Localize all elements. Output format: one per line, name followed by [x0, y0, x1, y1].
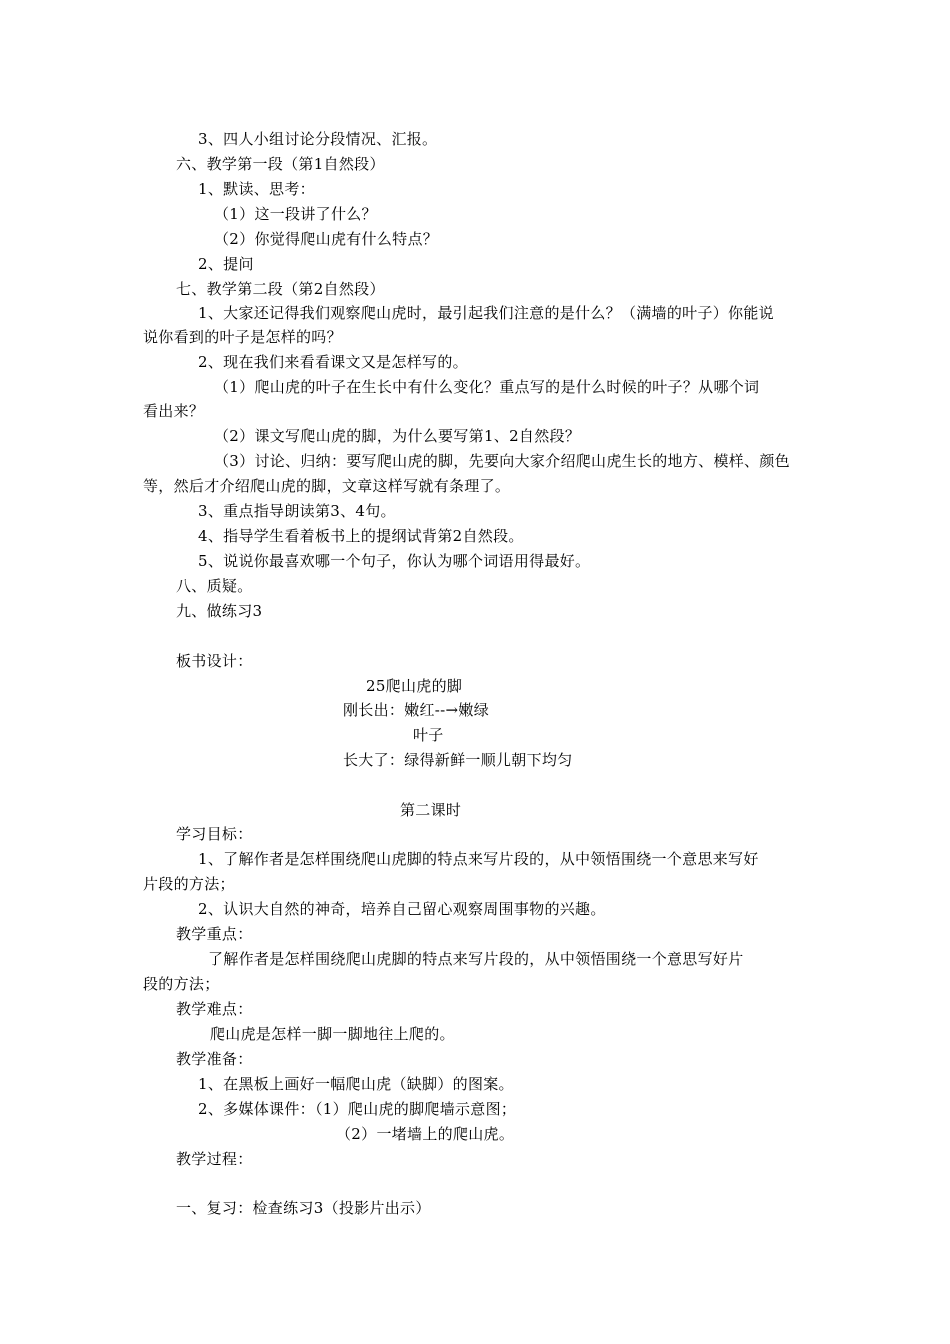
text-line-16: 3、重点指导朗读第3、4句。 [198, 502, 396, 520]
text-line-13: （2）课文写爬山虎的脚，为什么要写第1、2自然段？ [214, 427, 581, 445]
board-design-label: 板书设计： [176, 652, 253, 670]
text-line-14: （3）讨论、归纳：要写爬山虎的脚，先要向大家介绍爬山虎生长的地方、模样、颜色 [214, 452, 790, 470]
text-line-1: 3、四人小组讨论分段情况、汇报。 [198, 130, 438, 148]
text-line-33: 段的方法； [143, 975, 220, 993]
section-heading-9: 九、做练习3 [176, 602, 263, 620]
text-line-18: 5、说说你最喜欢哪一个句子，你认为哪个词语用得最好。 [198, 552, 591, 570]
text-line-6: 2、提问 [198, 255, 254, 273]
text-line-3: 1、默读、思考： [198, 180, 315, 198]
text-line-17: 4、指导学生看着板书上的提纲试背第2自然段。 [198, 527, 524, 545]
board-line-3: 长大了：绿得新鲜一顺儿朝下均匀 [343, 751, 573, 769]
text-line-9: 说你看到的叶子是怎样的吗？ [143, 328, 342, 346]
section-heading-6: 六、教学第一段（第1自然段） [176, 155, 385, 173]
text-line-8: 1、大家还记得我们观察爬山虎时，最引起我们注意的是什么？（满墙的叶子）你能说 [198, 304, 774, 322]
text-line-29: 片段的方法； [143, 875, 235, 893]
section-heading-review: 一、复习：检查练习3（投影片出示） [176, 1199, 431, 1217]
board-line-2: 叶子 [413, 726, 444, 744]
lesson-two-title: 第二课时 [400, 801, 462, 819]
section-heading-8: 八、质疑。 [176, 577, 253, 595]
teaching-prep-label: 教学准备： [176, 1050, 253, 1068]
section-heading-7: 七、教学第二段（第2自然段） [176, 280, 385, 298]
board-title: 25爬山虎的脚 [366, 677, 463, 695]
teaching-difficulty-label: 教学难点： [176, 1000, 253, 1018]
teaching-process-label: 教学过程： [176, 1150, 253, 1168]
text-line-38: 2、多媒体课件：（1）爬山虎的脚爬墙示意图； [198, 1100, 517, 1118]
text-line-39: （2）一堵墙上的爬山虎。 [336, 1125, 515, 1143]
text-line-32: 了解作者是怎样围绕爬山虎脚的特点来写片段的，从中领悟围绕一个意思写好片 [208, 950, 744, 968]
learning-goals-label: 学习目标： [176, 825, 253, 843]
text-line-35: 爬山虎是怎样一脚一脚地往上爬的。 [210, 1025, 455, 1043]
text-line-10: 2、现在我们来看看课文又是怎样写的。 [198, 353, 468, 371]
text-line-37: 1、在黑板上画好一幅爬山虎（缺脚）的图案。 [198, 1075, 514, 1093]
text-line-28: 1、了解作者是怎样围绕爬山虎脚的特点来写片段的，从中领悟围绕一个意思来写好 [198, 850, 759, 868]
text-line-30: 2、认识大自然的神奇，培养自己留心观察周围事物的兴趣。 [198, 900, 606, 918]
board-line-1: 刚长出：嫩红--→嫩绿 [343, 701, 490, 719]
text-line-11: （1）爬山虎的叶子在生长中有什么变化？重点写的是什么时候的叶子？从哪个词 [214, 378, 760, 396]
text-line-15: 等，然后才介绍爬山虎的脚，文章这样写就有条理了。 [143, 477, 511, 495]
text-line-4: （1）这一段讲了什么？ [214, 205, 377, 223]
text-line-5: （2）你觉得爬山虎有什么特点？ [214, 230, 439, 248]
text-line-12: 看出来？ [143, 402, 205, 420]
teaching-focus-label: 教学重点： [176, 925, 253, 943]
